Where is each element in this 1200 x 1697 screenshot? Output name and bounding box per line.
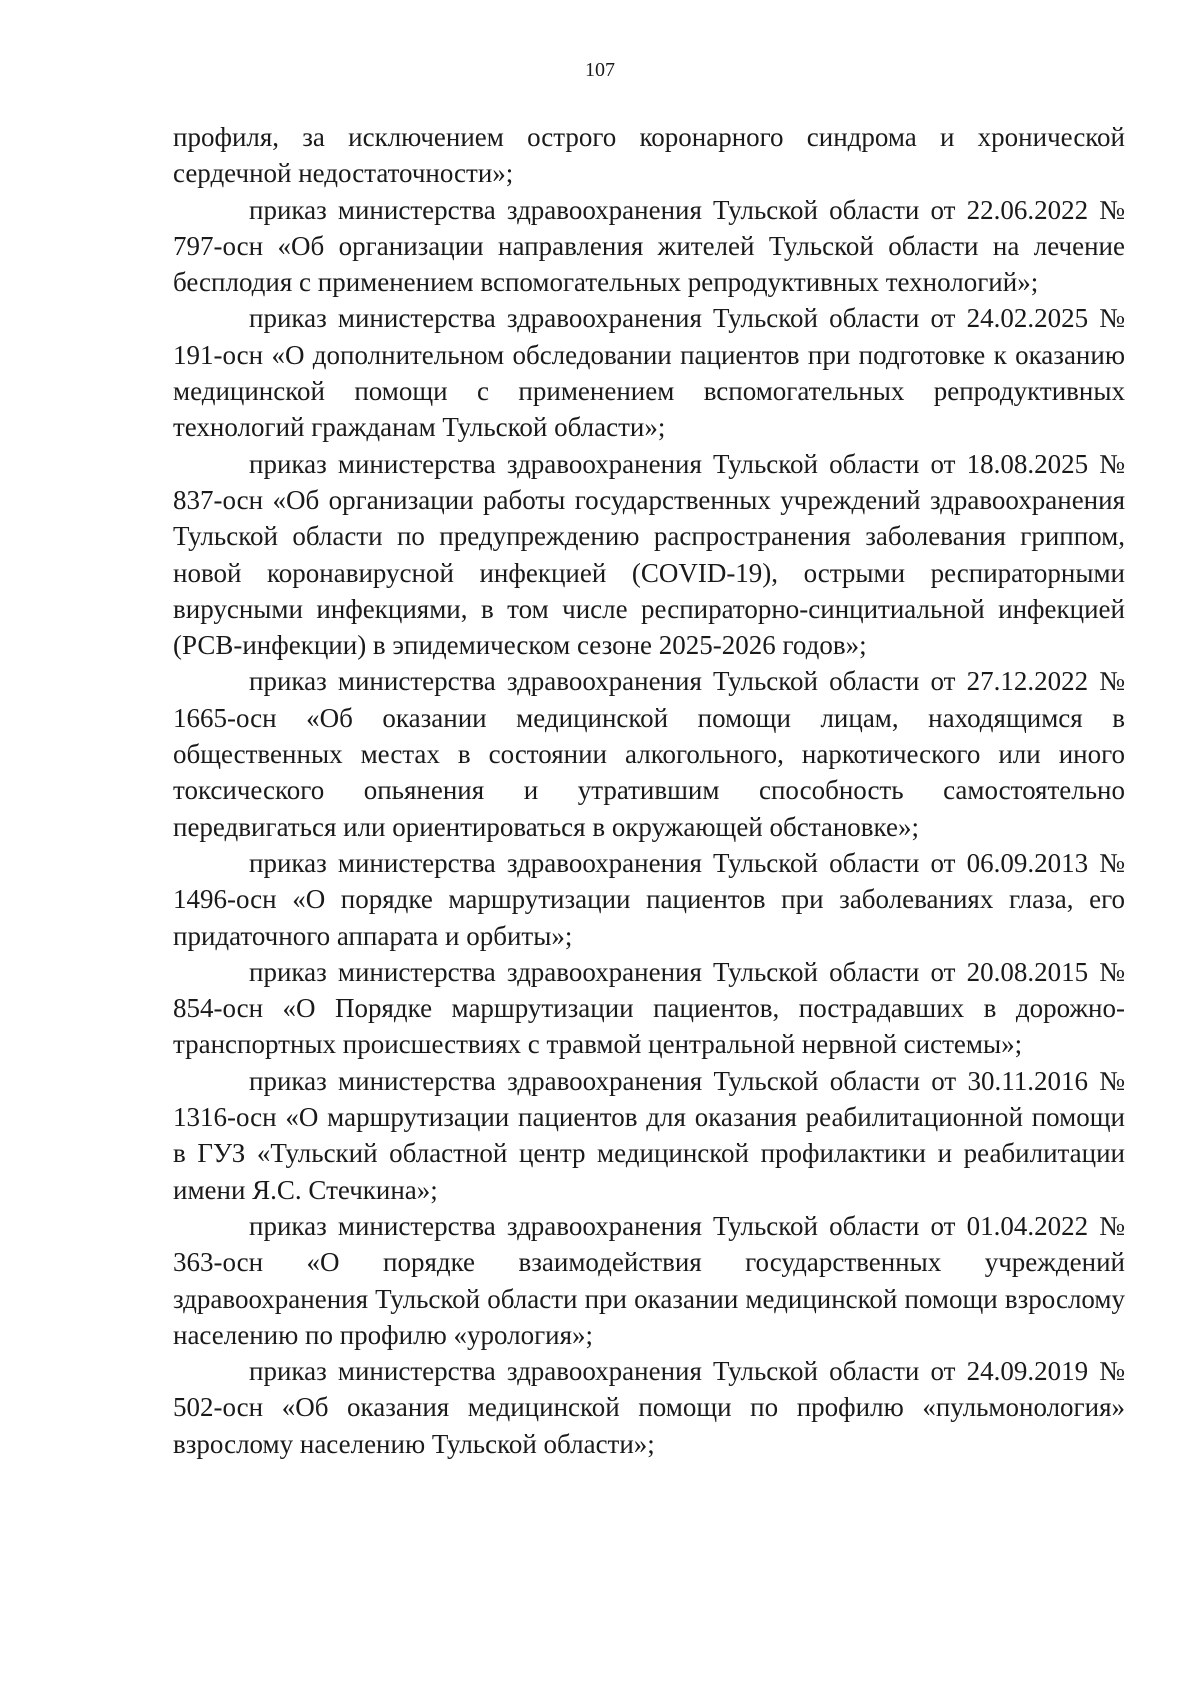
page-number: 107 bbox=[585, 59, 615, 81]
paragraph-order-1665: приказ министерства здравоохранения Тульской области от 27.12.2022 № 1665-осн «Об оказании медицинской помощи лицам, находящимся в общественных местах в состоянии алкогольного, наркотического или иного токсического опьянения и утратившим способность самостоятельно передвигаться или ориентироваться в окружающей обстановке»; bbox=[173, 666, 1125, 842]
paragraph-order-363: приказ министерства здравоохранения Тульской области от 01.04.2022 № 363-осн «О порядке взаимодействия государственных учреждений здравоохранения Тульской области при оказании медицинской помощи взрослому населению по профилю «урология»; bbox=[173, 1210, 1125, 1350]
paragraph-order-191: приказ министерства здравоохранения Тульской области от 24.02.2025 № 191-осн «О дополнительном обследовании пациентов при подготовке к оказанию медицинской помощи с применением вспомогательных репродуктивных технологий гражданам Тульской области»; bbox=[173, 303, 1125, 443]
paragraph-order-502: приказ министерства здравоохранения Тульской области от 24.09.2019 № 502-осн «Об оказания медицинской помощи по профилю «пульмонология» взрослому населению Тульской области»; bbox=[173, 1356, 1125, 1459]
paragraph-order-1496: приказ министерства здравоохранения Тульской области от 06.09.2013 № 1496-осн «О порядке маршрутизации пациентов при заболеваниях глаза, его придаточного аппарата и орбиты»; bbox=[173, 847, 1125, 951]
paragraph-order-837: приказ министерства здравоохранения Тульской области от 18.08.2025 № 837-осн «Об организации работы государственных учреждений здравоохранения Тульской области по предупреждению распространения заболевания гриппом, новой коронавирусной инфекцией (COVID-19), острыми респираторными вирусными инфекциями, в том числе респираторно-синцитиальной инфекцией (РСВ-инфекции) в эпидемическом сезоне 2025-2026 годов»; bbox=[173, 448, 1125, 661]
paragraph-order-1316: приказ министерства здравоохранения Тульской области от 30.11.2016 № 1316-осн «О маршрутизации пациентов для оказания реабилитационной помощи в ГУЗ «Тульский областной центр медицинской профилактики и реабилитации имени Я.С. Стечкина»; bbox=[173, 1065, 1125, 1205]
paragraph-order-854: приказ министерства здравоохранения Тульской области от 20.08.2015 № 854-осн «О Порядке маршрутизации пациентов, пострадавших в дорожно-транспортных происшествиях с травмой центральной нервной системы»; bbox=[173, 956, 1125, 1060]
paragraph-continuation: профиля, за исключением острого коронарного синдрома и хронической сердечной недостаточности»; bbox=[173, 122, 1125, 189]
document-body bbox=[173, 119, 1125, 1462]
paragraph-order-797: приказ министерства здравоохранения Тульской области от 22.06.2022 № 797-осн «Об организации направления жителей Тульской области на лечение бесплодия с применением вспомогательных репродуктивных технологий»; bbox=[173, 194, 1125, 298]
